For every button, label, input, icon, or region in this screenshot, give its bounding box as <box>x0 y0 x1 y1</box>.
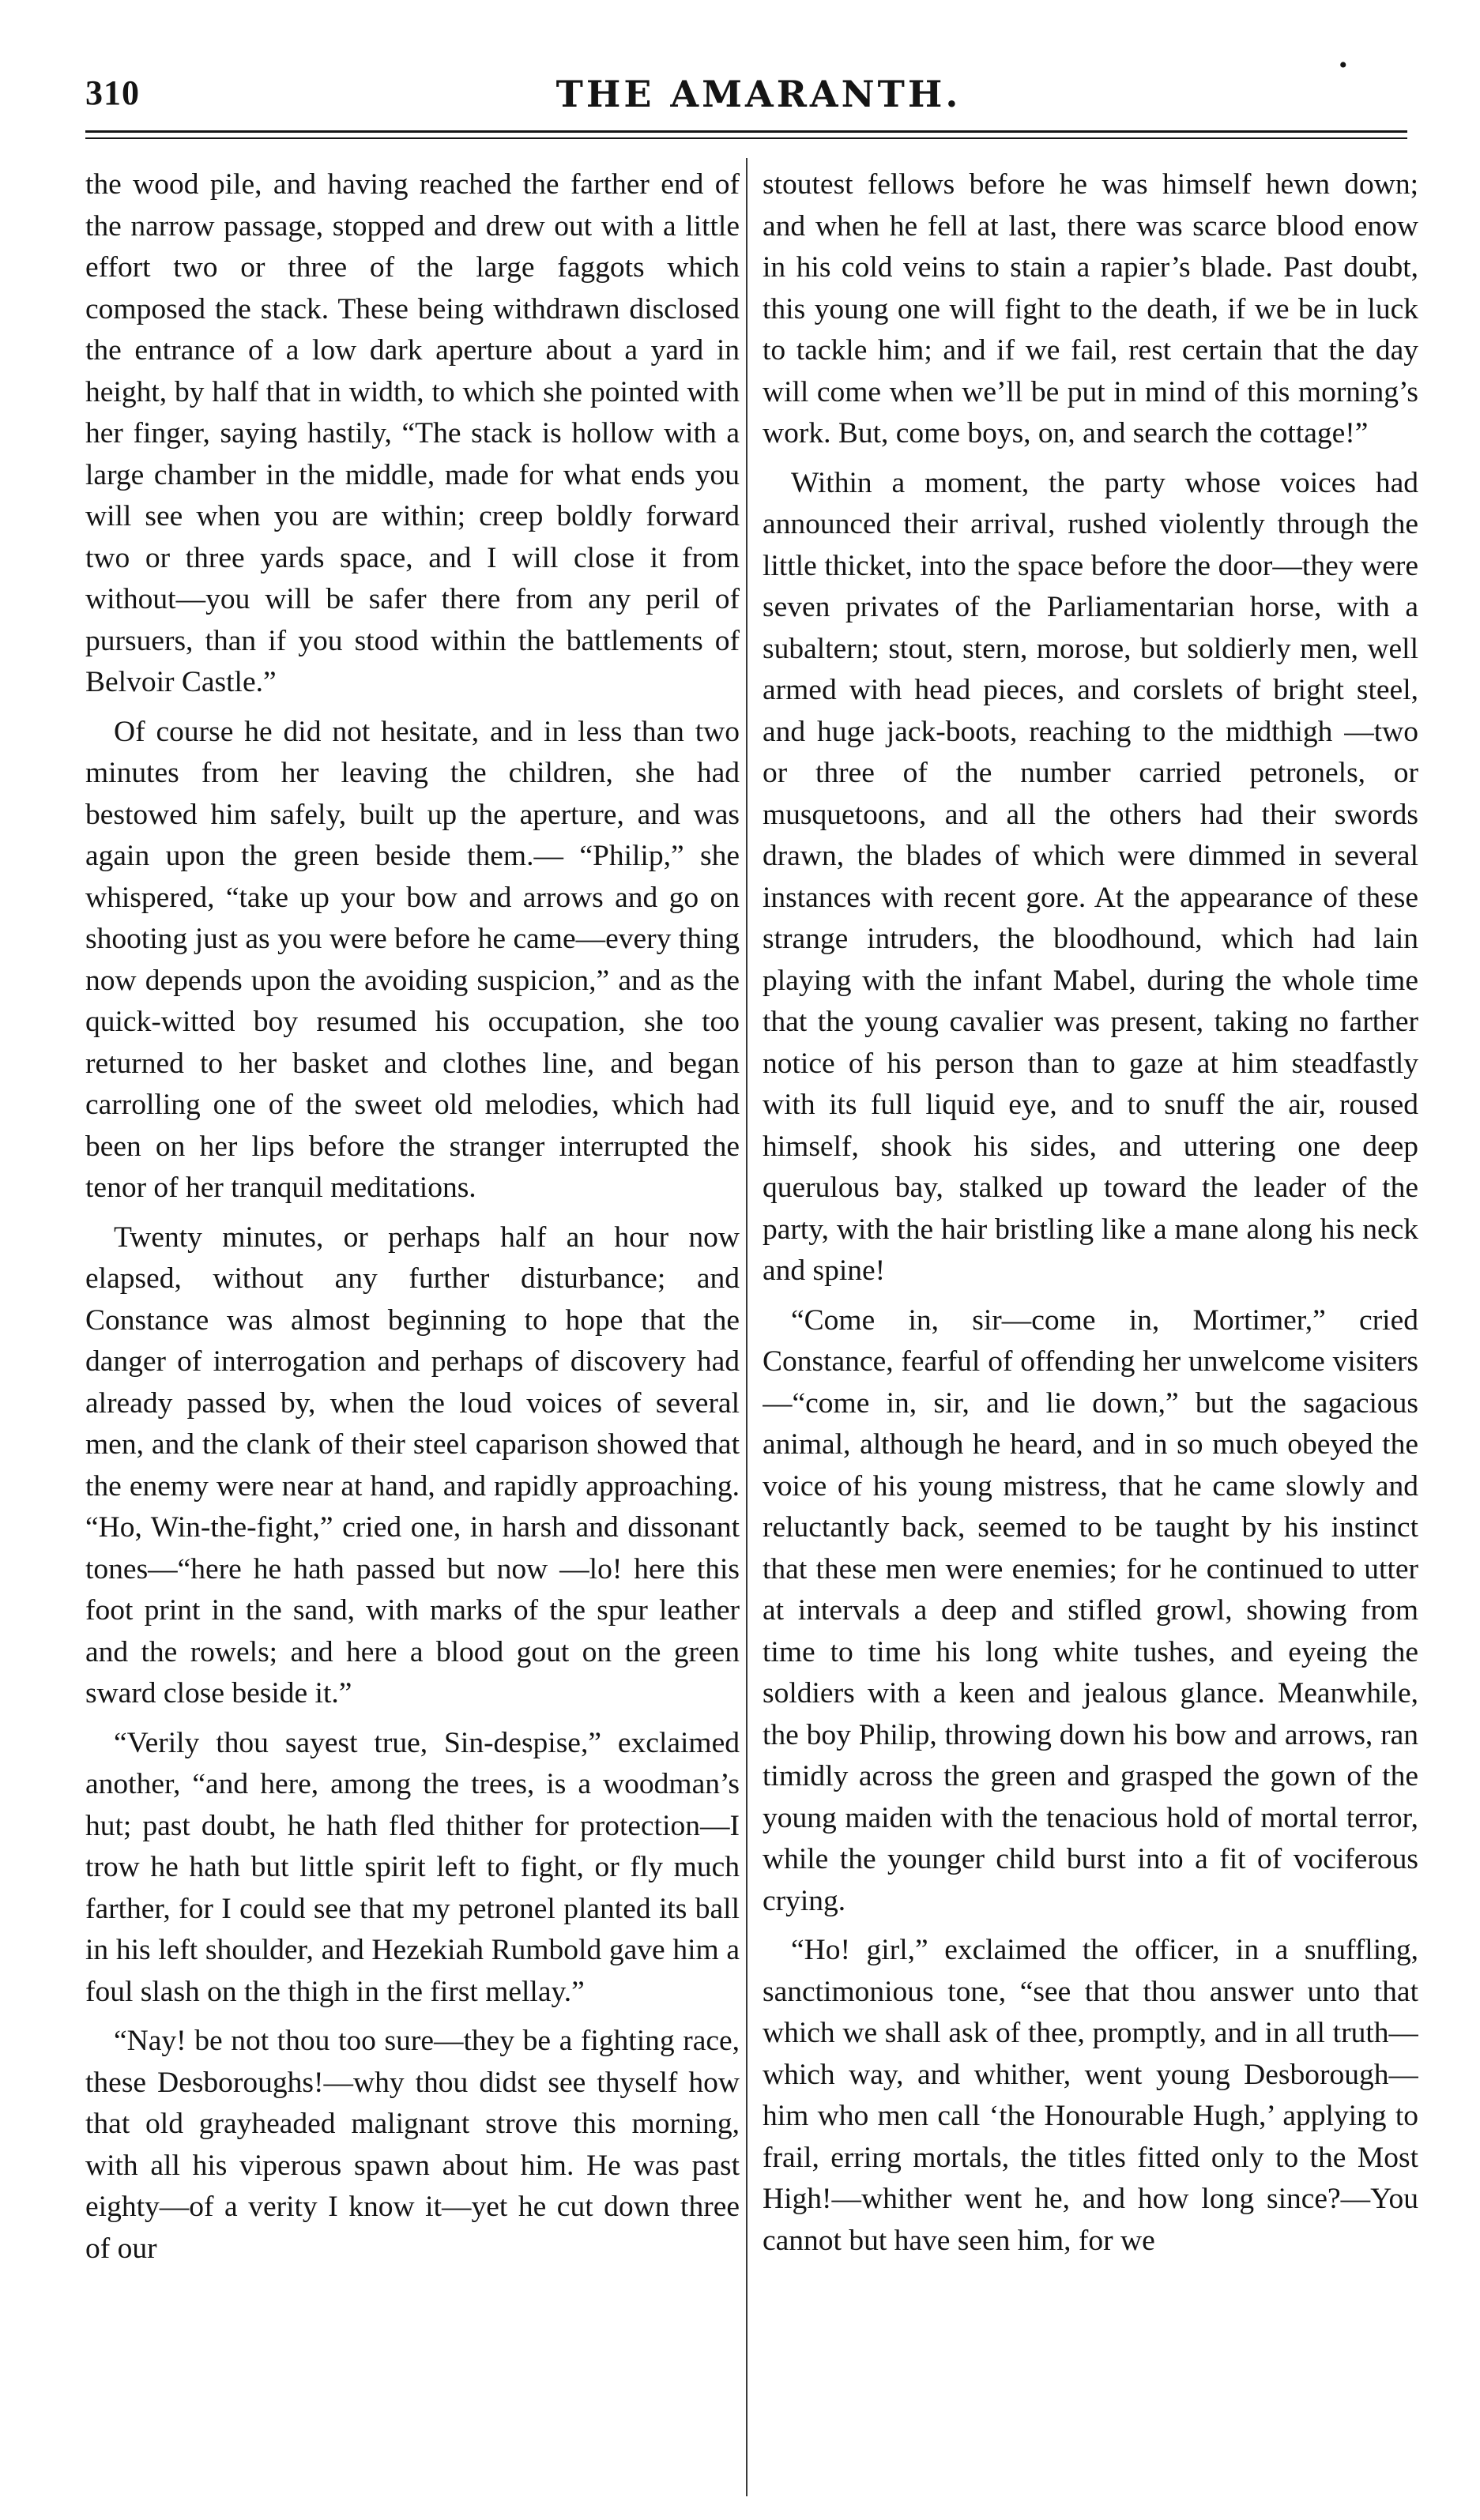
paragraph: stoutest fellows before he was himself hewn down; and when he fell at last, there was scarce blood enow in his cold veins to stain a rapier’s blade. Past doubt, this young one will fight to the death, if we be in luck to tackle him; and if we fail, rest certain that the day will come when we’ll be put in mind of this morning’s work. But, come boys, on, and search the cottage!” <box>763 168 1418 449</box>
running-title: THE AMARANTH. <box>555 73 962 115</box>
page-number: 310 <box>85 73 140 112</box>
header-rule <box>85 130 1407 133</box>
paragraph: the wood pile, and having reached the farther end of the narrow passage, stopped and drew out with a little effort two or three of the large faggots which composed the stack. These being withdrawn disclosed the entrance of a low dark aperture about a yard in height, by half that in width, to which she pointed with her finger, saying hastily, “The stack is hollow with a large chamber in the middle, made for what ends you will see when you are within; creep boldly forward two or three yards space, and I will close it from without—you will be safer there from any peril of pursuers, than if you stood within the battlements of Belvoir Castle.” <box>85 168 740 698</box>
paragraph: Twenty minutes, or perhaps half an hour now elapsed, without any further disturbance; and Constance was almost beginning to hope that the danger of interrogation and perhaps of discovery had already passed by, when the loud voices of several men, and the clank of their steel caparison showed that the enemy were near at hand, and rapidly approaching. “Ho, Win-the-fight,” cried one, in harsh and dissonant tones—“here he hath passed but now —lo! here this foot print in the sand, with marks of the spur leather and the rowels; and here a blood gout on the green sward close beside it.” <box>85 1221 740 1709</box>
left-column <box>85 164 740 2495</box>
paragraph: Within a moment, the party whose voices had announced their arrival, rushed violently through the little thicket, into the space before the door—they were seven privates of the Parliamentarian horse, with a subaltern; stout, stern, morose, but soldierly men, well armed with head pieces, and corslets of bright steel, and huge jack-boots, reaching to the midthigh —two or three of the number carried petronels, or musquetoons, and all the others had their swords drawn, the blades of which were dimmed in several instances with recent gore. At the appearance of these strange intruders, the bloodhound, which had lain playing with the infant Mabel, during the whole time that the young cavalier was present, taking no farther notice of his person than to gaze at him steadfastly with its full liquid eye, and to snuff the air, roused himself, shook his sides, and uttering one deep querulous bay, stalked up toward the leader of the party, with the hair bristling like a mane along his neck and spine! <box>763 466 1418 1287</box>
paragraph: “Verily thou sayest true, Sin-despise,” exclaimed another, “and here, among the trees, is a woodman’s hut; past doubt, he hath fled thither for protection—I trow he hath but little spirit left to fight, or fly much farther, for I could see that my petronel planted its ball in his left shoulder, and Hezekiah Rumbold gave him a foul slash on the thigh in the first mellay.” <box>85 1726 740 2008</box>
header-rule-thin <box>85 137 1407 139</box>
paragraph: “Come in, sir—come in, Mortimer,” cried Constance, fearful of offending her unwelcome visiters—“come in, sir, and lie down,” but the sagacious animal, although he heard, and in so much obeyed the voice of his young mistress, that he came slowly and reluctantly back, seemed to be taught by his instinct that these men were enemies; for he continued to utter at intervals a deep and stifled growl, showing from time to time his long white tushes, and eyeing the soldiers with a keen and jealous glance. Meanwhile, the boy Philip, throwing down his bow and arrows, ran timidly across the green and grasped the gown of the young maiden with the tenacious hold of mortal terror, while the younger child burst into a fit of vociferous crying. <box>763 1303 1418 1917</box>
paragraph: “Ho! girl,” exclaimed the officer, in a snuffling, sanctimonious tone, “see that thou answer unto that which we shall ask of thee, promptly, and in all truth—which way, and whither, went young Desborough—him who men call ‘the Honourable Hugh,’ applying to frail, erring mortals, the titles fitted only to the Most High!—whither went he, and how long since?—You cannot but have seen him, for we <box>763 1934 1418 2257</box>
paragraph: Of course he did not hesitate, and in less than two minutes from her leaving the children, she had bestowed him safely, built up the aperture, and was again upon the green beside them.— “Philip,” she whispered, “take up your bow and arrows and go on shooting just as you were before he came—every thing now depends upon the avoiding suspicion,” and as the quick-witted boy resumed his occupation, she too returned to her basket and clothes line, and began carrolling one of the sweet old melodies, which had been on her lips before the stranger interrupted the tenor of her tranquil meditations. <box>85 715 740 1204</box>
column-divider <box>746 158 748 2496</box>
corner-mark: • <box>1339 52 1347 78</box>
paragraph: “Nay! be not thou too sure—they be a fighting race, these Desboroughs!—why thou didst see thyself how that old grayheaded malignant strove this morning, with all his viperous spawn about him. He was past eighty—of a verity I know it—yet he cut down three of our <box>85 2025 740 2265</box>
right-column <box>763 164 1418 2495</box>
